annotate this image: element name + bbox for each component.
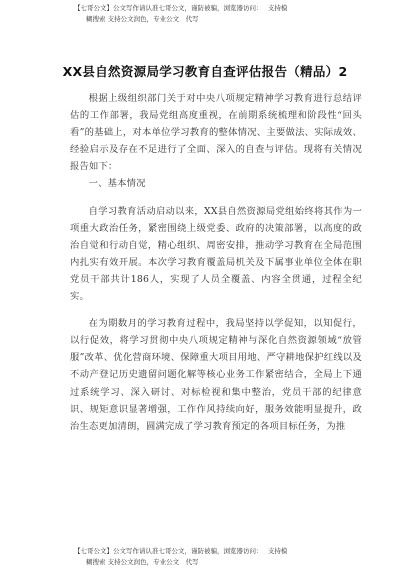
header-notice-line-2: 糊搜索 支持公文润色，专业公文 代写 [86, 15, 199, 23]
intro-paragraph: 根据上级组织部门关于对中央八项规定精神学习教育进行总结评估的工作部署，我局党组高度重视，在前期系统梳理和阶段性“回头看”的基础上，对本单位学习教育的整体情况、主要做法、实际成效、经验启示及存在不足进行了全面、深入的自查与评估。现将有关情况报告如下： [70, 93, 362, 173]
footer-notice [74, 546, 394, 568]
body-paragraph: 在为期数月的学习教育过程中，我局坚持以学促知，以知促行，以行促效，将学习贯彻中央八项规定精神与深化自然资源领域“放管服”改革、优化营商环境、保障重大项目用地、严守耕地保护红线以及不动产登记历史遗留问题化解等核心业务工作紧密结合，全局上下通过系统学习、深入研讨、对标检视和集中整治，党员干部的纪律意识、规矩意识显著增强，工作作风持续向好，服务效能明显提升，政治生态更加清朗，圆满完成了学习教育预定的各项目标任务，为推 [70, 318, 362, 432]
document-body [70, 90, 362, 435]
footer-notice-line-1: 【七哥公文】公文写作请认准七哥公文，谨防被骗，浏览器访问： 支持模 [74, 547, 288, 555]
section-heading-basic-situation: 一、基本情况 [88, 178, 146, 190]
footer-notice-line-2: 糊搜索 支持公文润色，专业公文 代写 [86, 558, 199, 566]
header-notice [74, 3, 394, 25]
document-title: XX县自然资源局学习教育自查评估报告（精品）2 [62, 64, 348, 79]
body-paragraph: 自学习教育活动启动以来，XX县自然资源局党组始终将其作为一项重大政治任务，紧密围绕上级党委、政府的决策部署，以高度的政治自觉和行动自觉，精心组织、周密安排，推动学习教育在全局范围内扎实有效开展。本次学习教育覆盖局机关及下属事业单位全体在职党员干部共计186人，实现了人员全覆盖、内容全贯通，过程全纪实。 [70, 205, 362, 303]
header-notice-line-1: 【七哥公文】公文写作请认准七哥公文，谨防被骗，浏览器访问： 支持模 [74, 4, 288, 12]
